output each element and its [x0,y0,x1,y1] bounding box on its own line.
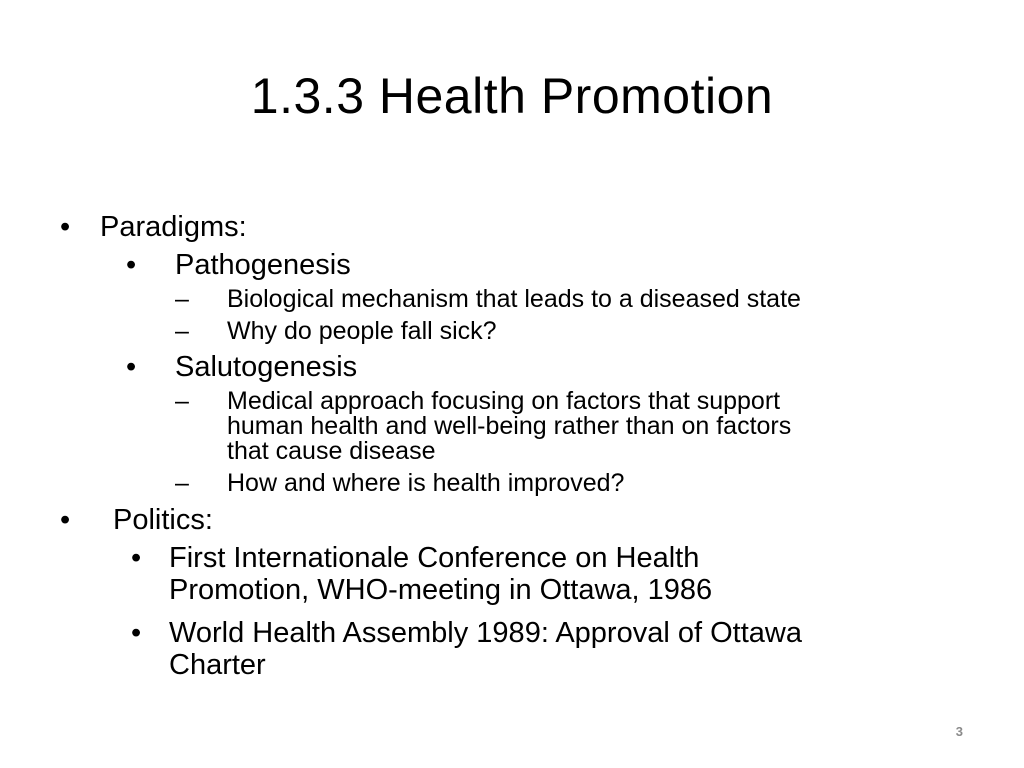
bullet-icon: • [126,351,137,383]
pathogenesis-point: Why do people fall sick? [227,317,497,345]
salutogenesis-point: How and where is health improved? [227,469,625,497]
paradigms-heading: Paradigms: [100,211,247,243]
pathogenesis-point: Biological mechanism that leads to a diseased state [227,285,801,313]
bullet-icon: • [60,211,71,243]
slide-title: 1.3.3 Health Promotion [250,68,774,124]
politics-item-continued: Charter [169,649,266,681]
bullet-icon: • [126,249,137,281]
bullet-icon: • [131,542,142,574]
politics-item-continued: Promotion, WHO-meeting in Ottawa, 1986 [169,574,713,606]
salutogenesis-point-continued: human health and well-being rather than on factors [227,412,792,440]
dash-icon: – [175,469,189,497]
politics-heading: Politics: [113,504,213,536]
bullet-icon: • [60,504,71,536]
politics-item: World Health Assembly 1989: Approval of Ottawa [169,617,802,649]
salutogenesis-heading: Salutogenesis [175,351,358,383]
salutogenesis-point-continued: that cause disease [227,437,436,465]
bullet-icon: • [131,617,142,649]
page-number: 3 [955,724,963,739]
salutogenesis-point: Medical approach focusing on factors that support [227,387,781,415]
pathogenesis-heading: Pathogenesis [175,249,351,281]
dash-icon: – [175,387,189,415]
dash-icon: – [175,317,189,345]
dash-icon: – [175,285,189,313]
politics-item: First Internationale Conference on Health [169,542,700,574]
